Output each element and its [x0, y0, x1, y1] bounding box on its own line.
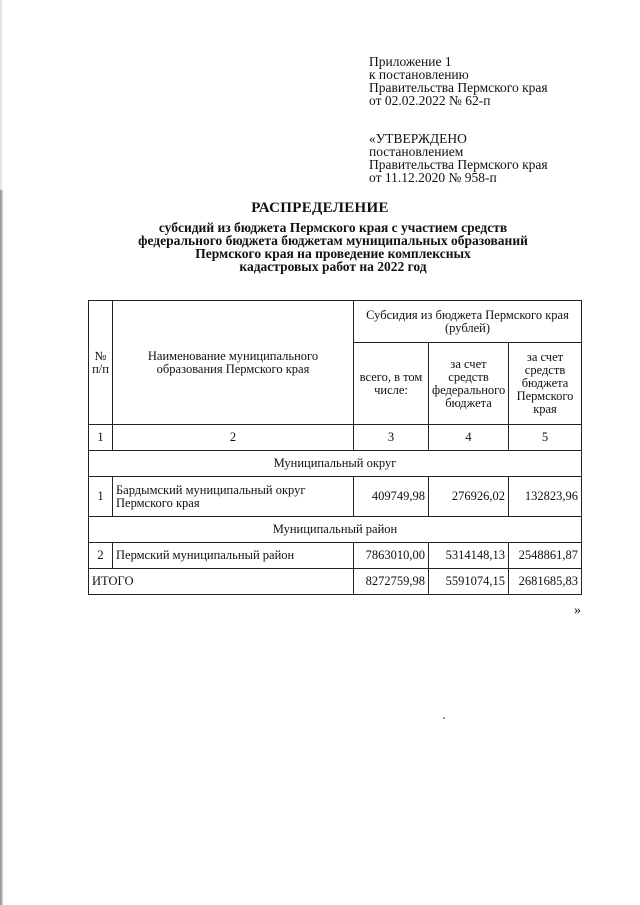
header-num: № п/п	[89, 301, 113, 425]
approved-block	[369, 132, 548, 184]
section-label: Муниципальный район	[89, 517, 582, 543]
totals-regional: 2681685,83	[509, 569, 582, 595]
row-num: 2	[89, 543, 113, 569]
totals-total: 8272759,98	[354, 569, 429, 595]
header-federal: за счет средств федерального бюджета	[429, 343, 509, 425]
appendix-line: Правительства Пермского края	[369, 80, 548, 95]
appendix-line: от 02.02.2022 № 62-п	[369, 93, 491, 108]
row-name: Бардымский муниципальный округ Пермского края	[113, 477, 354, 517]
scan-speck	[443, 717, 445, 719]
document-subtitle	[110, 221, 556, 273]
approved-line: Правительства Пермского края	[369, 157, 548, 172]
subtitle-line: субсидий из бюджета Пермского края с участием средств	[158, 220, 508, 235]
column-number: 1	[89, 425, 113, 451]
totals-row	[89, 569, 582, 595]
column-number-row	[89, 425, 582, 451]
column-number: 4	[429, 425, 509, 451]
totals-label: ИТОГО	[89, 569, 354, 595]
column-number: 5	[509, 425, 582, 451]
subtitle-line: федерального бюджета бюджетам муниципальных образований	[138, 233, 528, 248]
row-regional: 132823,96	[509, 477, 582, 517]
row-federal: 5314148,13	[429, 543, 509, 569]
row-federal: 276926,02	[429, 477, 509, 517]
header-row	[89, 301, 582, 343]
column-number: 2	[113, 425, 354, 451]
row-regional: 2548861,87	[509, 543, 582, 569]
header-total: всего, в том числе:	[354, 343, 429, 425]
scan-edge	[0, 190, 3, 905]
distribution-table	[88, 300, 582, 595]
row-name: Пермский муниципальный район	[113, 543, 354, 569]
section-row	[89, 451, 582, 477]
header-name: Наименование муниципального образования Пермского края	[113, 301, 354, 425]
approved-line: от 11.12.2020 № 958-п	[369, 170, 497, 185]
appendix-block	[369, 55, 548, 107]
approved-line: «УТВЕРЖДЕНО	[369, 131, 467, 146]
totals-federal: 5591074,15	[429, 569, 509, 595]
subtitle-line: кадастровых работ на 2022 год	[239, 259, 427, 274]
table-row	[89, 543, 582, 569]
table-row	[89, 477, 582, 517]
column-number: 3	[354, 425, 429, 451]
section-row	[89, 517, 582, 543]
section-label: Муниципальный округ	[89, 451, 582, 477]
appendix-line: Приложение 1	[369, 54, 452, 69]
subtitle-line: Пермского края на проведение комплексных	[195, 246, 471, 261]
row-num: 1	[89, 477, 113, 517]
row-total: 409749,98	[354, 477, 429, 517]
row-total: 7863010,00	[354, 543, 429, 569]
scan-edge-top	[0, 0, 2, 190]
header-subsidy-group: Субсидия из бюджета Пермского края (рублей)	[354, 301, 582, 343]
document-title: РАСПРЕДЕЛЕНИЕ	[251, 200, 389, 216]
appendix-line: к постановлению	[369, 67, 469, 82]
header-regional: за счет средств бюджета Пермского края	[509, 343, 582, 425]
closing-quote: »	[574, 603, 581, 618]
approved-line: постановлением	[369, 144, 464, 159]
